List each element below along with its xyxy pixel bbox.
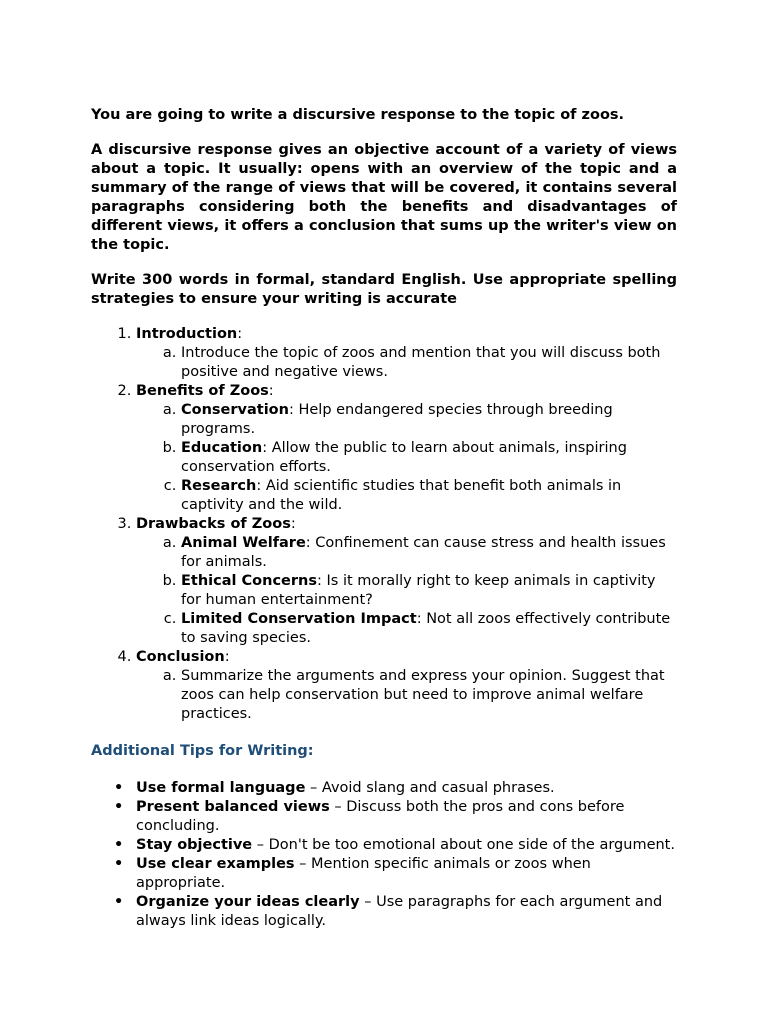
outline-subitem [181, 667, 677, 724]
subitem-label: Conservation [181, 402, 289, 418]
bullet-icon: • [114, 799, 124, 815]
outline-section-conclusion: 4. Conclusion: a. Summarize the arguments and express your opinion. Suggest that zoos can help conservation but need to improve animal welfare practices. [136, 648, 677, 724]
tips-list [91, 779, 677, 931]
subitem-label: Ethical Concerns [181, 573, 317, 589]
outline-sublist [136, 344, 677, 382]
subitem-text: Summarize the arguments and express your opinion. Suggest that zoos can help conservation but need to improve animal welfare practices. [181, 668, 665, 722]
bullet-icon: • [114, 780, 124, 796]
outline-subitem [181, 439, 677, 477]
outline-section-introduction: 1. Introduction: a. Introduce the topic of zoos and mention that you will discuss both positive and negative views. [136, 325, 677, 382]
tip-label: Use clear examples [136, 856, 295, 872]
tip-item [114, 855, 677, 893]
description-paragraph: A discursive response gives an objective account of a variety of views about a topic. It usually: opens with an overview of the topic and a summary of the range of views that will be covered, it contains several paragraphs considering both the benefits and disadvantages of different views, it offers a conclusion that sums up the writer's view on the topic. [91, 142, 677, 253]
bullet-icon: • [114, 837, 124, 853]
tip-label: Present balanced views [136, 799, 330, 815]
subitem-text: Introduce the topic of zoos and mention that you will discuss both positive and negative views. [181, 345, 661, 380]
subitem-separator: : [288, 402, 299, 418]
tips-heading: Additional Tips for Writing: [91, 743, 314, 759]
tip-text: – Avoid slang and casual phrases. [305, 780, 555, 796]
subitem-text: Aid scientific studies that benefit both animals in captivity and the wild. [181, 478, 622, 513]
outline-subitem [181, 610, 677, 648]
subitem-text: Help endangered species through breeding programs. [181, 402, 613, 437]
bullet-icon: • [114, 856, 124, 872]
subitem-separator: : [416, 611, 427, 627]
tip-label: Stay objective [136, 837, 253, 853]
tip-label: Use formal language [136, 780, 306, 796]
tip-text: – Discuss both the pros and cons before concluding. [136, 799, 625, 834]
tip-item [114, 836, 677, 855]
outline-subitem [181, 401, 677, 439]
subitem-text: Not all zoos effectively contribute to saving species. [181, 611, 671, 646]
document-page [91, 106, 677, 931]
outline-sublist [136, 401, 677, 515]
tip-item [114, 779, 677, 798]
outline-section-drawbacks: 3. Drawbacks of Zoos: a. Animal Welfare: Confinement can cause stress and health issues for animals. b. Ethical Concerns: Is it morally right to keep animals in captivity for human entertainment? c. Limited Conservation Impact: Not all zoos effectively contribute to saving species. [136, 515, 677, 648]
outline-subitem [181, 344, 677, 382]
outline-section-benefits: 2. Benefits of Zoos: a. Conservation: Help endangered species through breeding programs. b. Education: Allow the public to learn about animals, inspiring conservation efforts. c. Research: Aid scientific studies that benefit both animals in captivity and the wild. [136, 382, 677, 515]
subitem-separator: : [256, 478, 266, 494]
tip-item [114, 798, 677, 836]
tip-text: – Use paragraphs for each argument and always link ideas logically. [136, 894, 663, 929]
tip-text: – Mention specific animals or zoos when appropriate. [136, 856, 591, 891]
outline-subitem [181, 534, 677, 572]
intro-paragraph: You are going to write a discursive response to the topic of zoos. [91, 107, 625, 123]
bullet-icon: • [114, 894, 124, 910]
outline-section-title: Introduction [136, 326, 238, 342]
subitem-label: Research [181, 478, 257, 494]
instruction-paragraph: Write 300 words in formal, standard English. Use appropriate spelling strategies to ensure your writing is accurate [91, 272, 677, 307]
tip-label: Organize your ideas clearly [136, 894, 360, 910]
subitem-separator: : [305, 535, 316, 551]
outline-section-title: Drawbacks of Zoos [136, 516, 291, 532]
subitem-text: Is it morally right to keep animals in captivity for human entertainment? [181, 573, 656, 608]
subitem-separator: : [262, 440, 272, 456]
outline-sublist [136, 667, 677, 724]
outline-section-title: Conclusion [136, 649, 225, 665]
subitem-label: Education [181, 440, 263, 456]
tip-text: – Don't be too emotional about one side of the argument. [252, 837, 675, 853]
outline-list [91, 325, 677, 724]
outline-subitem [181, 477, 677, 515]
subitem-label: Animal Welfare [181, 535, 306, 551]
subitem-text: Allow the public to learn about animals, inspiring conservation efforts. [181, 440, 627, 475]
tip-item [114, 893, 677, 931]
outline-subitem [181, 572, 677, 610]
subitem-separator: : [317, 573, 327, 589]
outline-section-title: Benefits of Zoos [136, 383, 269, 399]
subitem-label: Limited Conservation Impact [181, 611, 417, 627]
outline-sublist [136, 534, 677, 648]
subitem-text: Confinement can cause stress and health issues for animals. [181, 535, 666, 570]
